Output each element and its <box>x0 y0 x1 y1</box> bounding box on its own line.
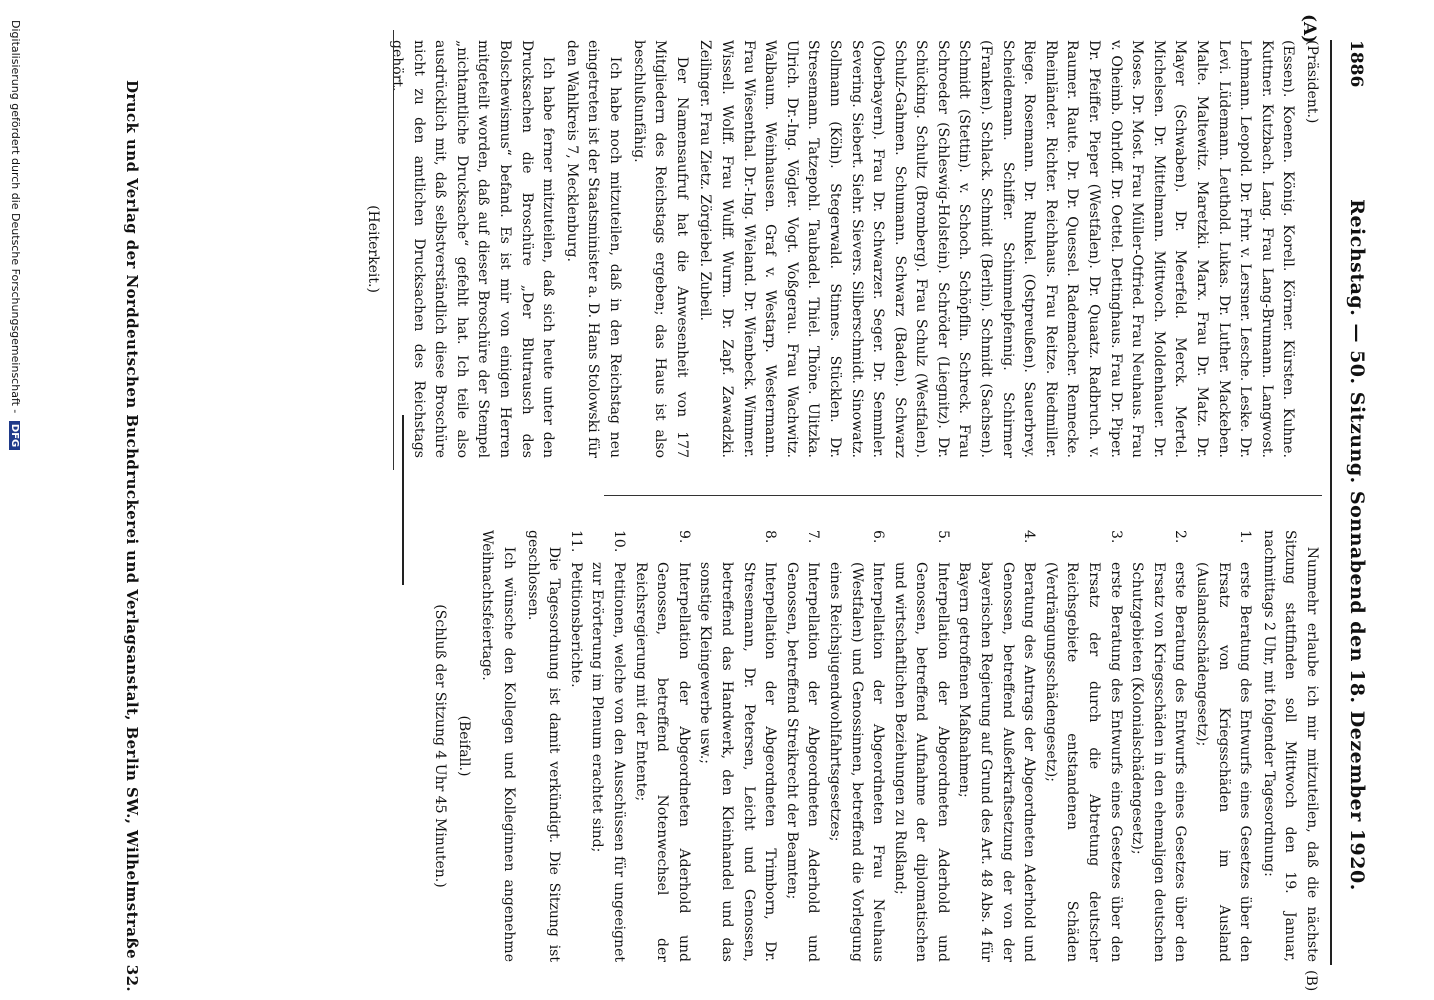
dfg-logo: DFG <box>9 421 20 450</box>
agenda-item <box>564 530 586 962</box>
wishes-paragraph: Ich wünsche den Kollegen und Kolleginnen angenehme Weihnachtsfeiertage. <box>479 530 518 962</box>
column-divider <box>604 495 1322 496</box>
right-column <box>427 530 1322 962</box>
agenda-item-number: 1. <box>1237 530 1254 544</box>
agenda-item <box>1039 530 1125 962</box>
speaker-label: (Präsident.) <box>1304 40 1320 124</box>
session-end-note: (Schluß der Sitzung 4 Uhr 45 Minuten.) <box>432 604 449 888</box>
agenda-item-number: 7. <box>805 530 822 544</box>
agenda-item <box>1190 530 1255 962</box>
agenda-item-text: Beratung des Antrags der Abgeordneten Aderhold und Genossen, betreffend Außerkraftsetzung der von der bayerischen Regierung auf Grund des Art. 48 Abs. 4 für Bayern getroffenen Maßnahmen; <box>956 562 1038 962</box>
agenda-item-number: 10. <box>611 530 627 553</box>
agenda-item <box>953 530 1039 962</box>
roll-call-names: (Essen). Koenen. König. Korell. Körner. Kürsten. Kuhne. Kuttner. Kutzbach. Lang. Frau Lang-Brumann. Langwost. Lehmann. Leopold. Dr. Frhr. v. Lersner. Lesche. Leske. Dr. Levi. Lüdemann. Leuthold. Lukas. Dr. Luther. Mackeben. Malte. Maltewitz. Maretzki. Marx. Frau Dr. Matz. Dr. Mayer (Schwaben). Dr. Meerfeld. Merck. Mertel. Michelsen. Dr. Mittelmann. Mittwoch. Moldenhauer. Dr. Moses. Dr. Most. Frau Müller-Otfried. Frau Neuhaus. Frau v. Oheimb. Ohrloff. Dr. Oettel. Dettinghaus. Frau Dr. Piper. Dr. Pfeiffer. Pieper (Westfalen). Dr. Quaatz. Radbruch. v. Raumer. Raute. Dr. Dr. Quessel. Rademacher. Rennecke. Rheinländer. Richter. Reichhaus. Frau Reitze. Riedmiller. Riege. Rosemann. Dr. Runkel. (Ostpreußen). Sauerbrey. Scheidemann. Schiffer. Schimmelpfennig. Schirmer (Franken). Schlack. Schmidt (Berlin). Schmidt (Sachsen). Schmidt (Stettin). v. Schoch. Schöpflin. Schreck. Frau Schroeder (Schleswig-Holstein). Schröder (Liegnitz). Dr. Schücking. Schultz (Bromberg). Frau Schulz (Westfalen). Schulz-Gahmen. Schumann. Schwarz (Baden). Schwarz (Oberbayern). Frau Dr. Schwarzer. Seger. Dr. Semmler. Severing. Siebert. Siehr. Sievers. Silberschmidt. Sinowatz. Sollmann (Köln). Stegerwald. Stinnes. Stücklen. Dr. Stresemann. Tatzepohl. Taubadel. Thiel. Thöne. Ulitzka. Ulrich. Dr.-Ing. Vögler. Vogt. Voßgerau. Frau Wachwitz. Walbaum. Weinhausen. Graf v. Westarp. Westermann. Frau Wiesenthal. Dr.-Ing. Wieland. Dr. Wienbeck. Wimmer. Wissell. Wolff. Frau Wulff. Wurm. Dr. Zapf. Zawadzki. Zeilinger. Frau Zietz. Zörgiebel. Zubeil. <box>697 40 1297 458</box>
agenda-item-number: 3. <box>1107 530 1124 544</box>
agenda-item-text: Interpellation der Abgeordneten Trimborn, Dr. Stresemann, Dr. Petersen, Leicht und Genossen, betreffend das Handwerk, den Kleinhandel und das sonstige Kleingewerbe usw.; <box>697 562 779 962</box>
agenda-item-text: Interpellation der Abgeordneten Aderhold und Genossen, betreffend Notenwechsel der Reichsregierung mit der Entente; <box>632 562 692 962</box>
closing-paragraph: Die Tagesordnung ist damit verkündigt. Die Sitzung ist geschlossen. <box>524 530 563 962</box>
agenda-item <box>629 530 694 962</box>
agenda-item-text: Petitionsberichte. <box>567 562 584 688</box>
margin-marker-b: (B) <box>1303 970 1319 992</box>
header-title: Reichstag. — 50. Sitzung. Sonnabend den 18. Dezember 1920. <box>1346 199 1368 891</box>
agenda-item <box>1126 530 1191 962</box>
agenda-item-text: erste Beratung des Entwurfs eines Gesetzes über den Ersatz von Kriegsschäden in den ehemaligen deutschen Schutzgebieten (Kolonialschädengesetz); <box>1129 562 1189 962</box>
agenda-item-text: Interpellation der Abgeordneten Aderhold und Genossen, betreffend Aufnahme der diplomatischen und wirtschaftlichen Beziehungen zu Rußland; <box>891 562 951 962</box>
brochure-paragraph: Ich habe ferner mitzuteilen, daß sich heute unter den Drucksachen die Broschüre „Der Blutrausch des Bolschewismus“ befand. Es ist mir von einigen Herren mitgeteilt worden, daß auf dieser Broschüre der Stempel „nichtamtliche Drucksache“ gefehlt hat. Ich teile also ausdrücklich mit, daß selbstverständlich diese Broschüre nicht zu den amtlichen Drucksachen des Reichstags gehört. <box>389 40 557 458</box>
agenda-item <box>888 530 953 962</box>
page-header <box>1330 40 1370 970</box>
attendance-paragraph: Der Namensaufruf hat die Anwesenheit von 177 Mitgliedern des Reichstags ergeben; das Haus ist also beschlußunfähig. <box>630 40 690 458</box>
agenda-item <box>694 530 780 962</box>
agenda-item-text: Interpellation der Abgeordneten Frau Neuhaus (Westfalen) und Genossinnen, betreffend die Vorlegung eines Reichsjugendwohlfahrtsgesetzes; <box>826 562 887 962</box>
header-rule <box>1330 40 1332 965</box>
applause-reaction: (Beifall.) <box>455 715 472 777</box>
left-column <box>360 40 1322 458</box>
left-end-rule <box>393 30 394 470</box>
agenda-item-text: erste Beratung des Entwurfs eines Gesetzes über den Ersatz der durch die Abtretung deutscher Reichsgebiete entstandenen Schäden (Verdrängungsschädengesetz); <box>1042 562 1124 962</box>
agenda-item-number: 6. <box>870 530 887 544</box>
agenda-item <box>780 530 823 962</box>
agenda-item <box>586 530 629 962</box>
agenda-item <box>823 530 888 962</box>
page-number: 1886 <box>1346 40 1366 88</box>
agenda-item-text: Interpellation der Abgeordneten Aderhold und Genossen, betreffend Streikrecht der Beamten; <box>783 562 822 962</box>
agenda-item-number: 2. <box>1172 530 1189 544</box>
agenda-list <box>564 530 1255 962</box>
agenda-item-number: 9. <box>675 530 692 544</box>
digitization-note <box>9 20 22 450</box>
agenda-item-text: Petitionen, welche von den Ausschüssen für ungeeignet zur Erörterung im Plenum erachtet sind; <box>589 562 627 962</box>
agenda-item-number: 11. <box>567 530 584 553</box>
agenda-item-number: 8. <box>762 530 779 544</box>
margin-marker-a: (A) <box>1299 14 1319 44</box>
new-member-paragraph: Ich habe noch mitzuteilen, daß in den Reichstag neu eingetreten ist der Staatsminister a. D. Hans Stolowski für den Wahlkreis 7, Mecklenburg. <box>563 40 623 458</box>
imprint-footer: Druck und Verlag der Norddeutschen Buchdruckerei und Verlagsanstalt, Berlin SW., Wilhelmstraße 32. <box>123 80 141 993</box>
agenda-item-text: erste Beratung des Entwurfs eines Gesetzes über den Ersatz von Kriegsschäden im Ausland (Auslandsschädengesetz); <box>1194 562 1254 962</box>
section-rule <box>402 415 404 585</box>
agenda-item-number: 4. <box>1021 530 1038 544</box>
agenda-item-number: 5. <box>934 530 951 544</box>
agenda-intro: Nunmehr erlaube ich mir mitzuteilen, daß die nächste Sitzung stattfinden soll Mittwoch den 19. Januar, nachmittags 2 Uhr, mit folgender Tagesordnung: <box>1260 530 1320 962</box>
reaction-laughter: (Heiterkeit.) <box>365 205 382 293</box>
digitization-text: Digitalisierung gefördert durch die Deutsche Forschungsgemeinschaft - <box>9 20 22 414</box>
